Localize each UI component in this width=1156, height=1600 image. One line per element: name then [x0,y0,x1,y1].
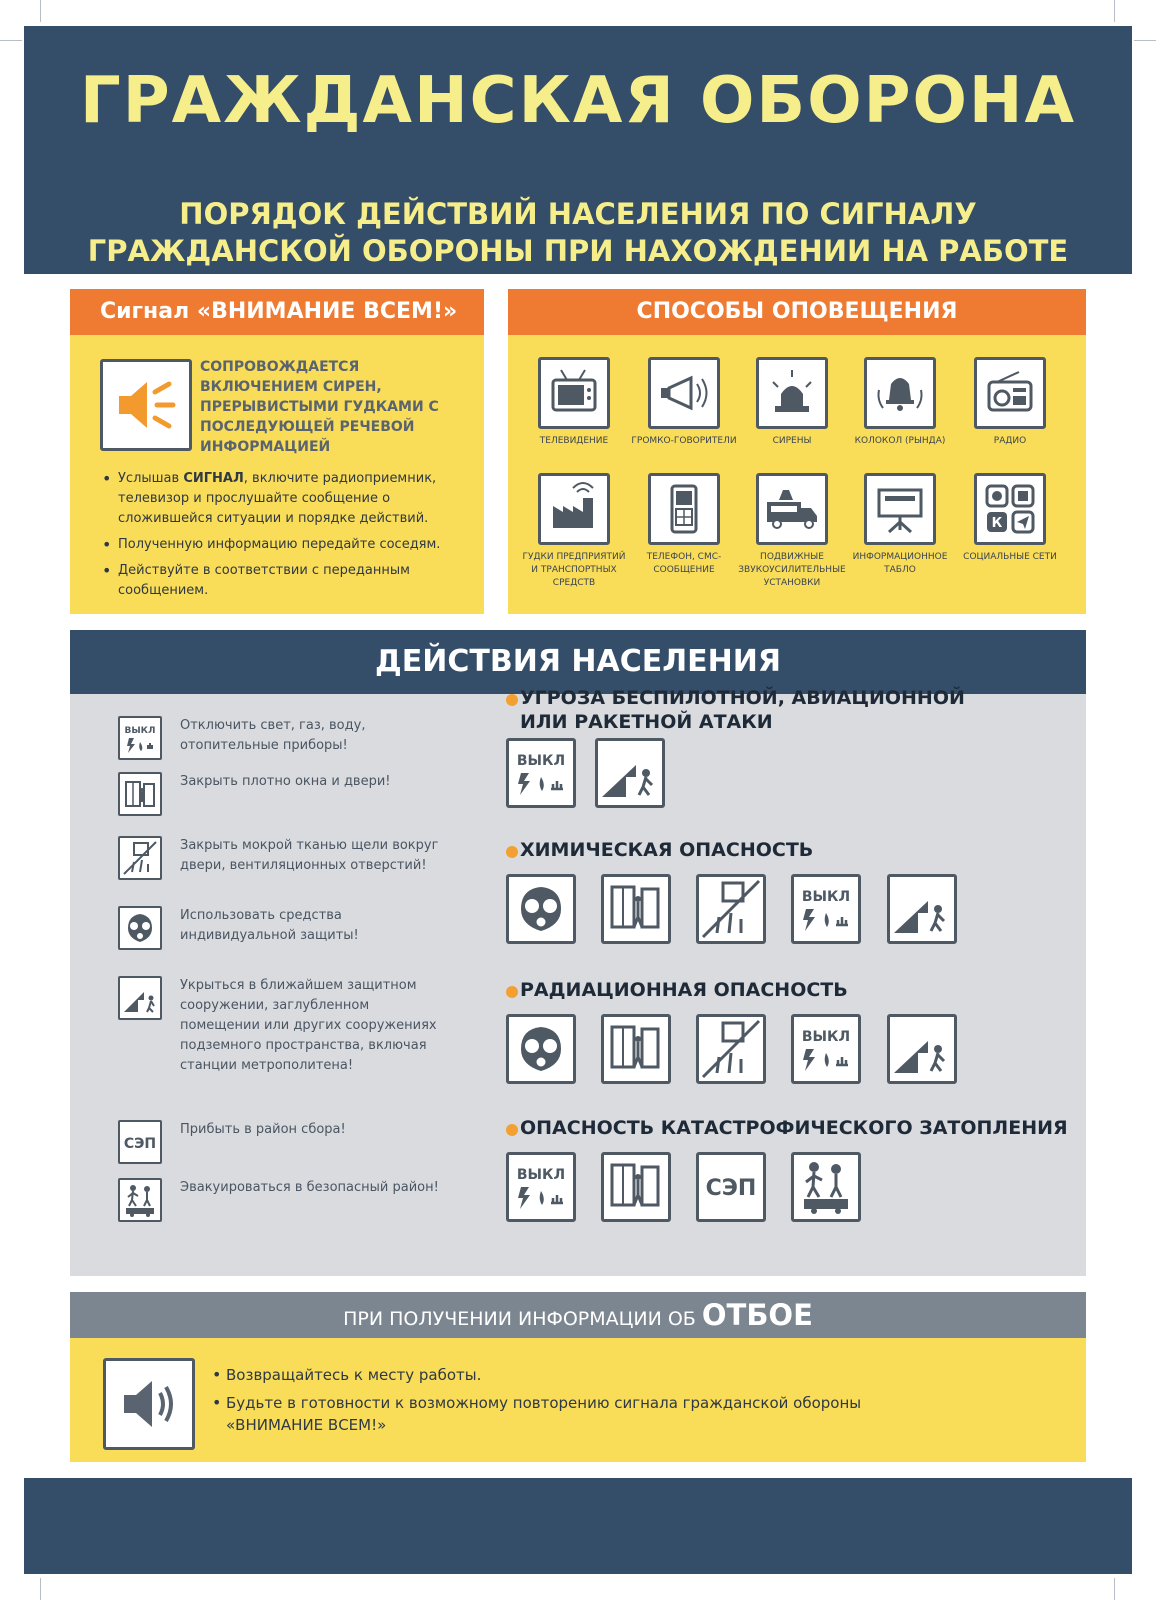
shelter-icon [887,874,957,944]
shutoff-icon [791,874,861,944]
methods-heading: СПОСОБЫ ОПОВЕЩЕНИЯ [508,289,1086,335]
page-title: ГРАЖДАНСКАЯ ОБОРОНА [79,64,1077,138]
method-item [628,357,740,448]
method-label: ТЕЛЕФОН, СМС-СООБЩЕНИЕ [646,552,722,575]
close-windows-icon [601,1152,671,1222]
tv-icon [538,357,610,429]
svg-text:К: К [991,516,1003,531]
actions-heading: ДЕЙСТВИЯ НАСЕЛЕНИЯ [70,630,1086,694]
all-clear-bullet-2: • Будьте в готовности к возможному повторению сигнала гражданской обороны «ВНИМАНИЕ ВСЕМ!» [210,1392,930,1436]
gas-mask-icon [506,1014,576,1084]
bullet-dot [506,1124,518,1136]
legend-text: Закрыть плотно окна и двери! [180,774,391,789]
crop-mark [40,1578,41,1600]
threat-title-line: РАДИАЦИОННАЯ ОПАСНОСТЬ [520,979,848,1001]
method-item [954,357,1066,448]
close-windows-icon [601,1014,671,1084]
crop-mark [40,0,41,22]
crop-mark [1134,40,1156,41]
bullet-text: Услышав [118,471,184,486]
crop-mark [1114,1578,1115,1600]
page-subtitle [24,196,1132,270]
all-clear-bullet-1: • Возвращайтесь к месту работы. [210,1364,930,1386]
method-item [844,473,956,577]
signal-heading: Сигнал «ВНИМАНИЕ ВСЕМ!» [70,289,484,335]
vykl-text: ВЫКЛ [516,753,566,769]
header-banner [24,26,1132,274]
all-clear-heading [70,1292,1086,1338]
signal-bullet-1 [100,469,470,529]
social-icon [974,473,1046,545]
bullet-dot [506,694,518,706]
bullet-text: , включите радиоприемник, телевизор и прослушайте сообщение о сложившейся ситуации и порядке действий. [118,471,437,526]
wet-cloth-icon [696,1014,766,1084]
loudspeaker-icon [648,357,720,429]
footer-bar [24,1478,1132,1574]
threat-flooding [506,1116,1076,1201]
wet-cloth-icon [696,874,766,944]
method-label: ИНФОРМАЦИОННОЕ ТАБЛО [852,552,948,575]
legend-text: Использовать средства индивидуальной защиты! [180,908,359,943]
threat-title [506,686,1076,734]
speaker-icon [103,1358,195,1450]
bullet-dot [506,846,518,858]
sep-text: СЭП [705,1176,757,1201]
method-label: РАДИО [993,436,1027,446]
legend-text: Отключить свет, газ, воду, отопительные приборы! [180,718,366,753]
sep-text: СЭП [123,1136,157,1152]
threat-radiation [506,978,1076,1045]
shelter-icon [118,976,162,1020]
method-label: ГРОМКО-ГОВОРИТЕЛИ [631,436,737,446]
factory-icon [538,473,610,545]
actions-panel [70,630,1086,1276]
shutoff-icon [506,738,576,808]
bullet-bold-text: СИГНАЛ [183,471,244,486]
legend-text: Прибыть в район сбора! [180,1122,346,1137]
threat-title [506,978,1076,1002]
truck-icon [756,473,828,545]
vykl-text: ВЫКЛ [124,726,156,736]
subtitle-line-1: ПОРЯДОК ДЕЙСТВИЙ НАСЕЛЕНИЯ ПО СИГНАЛУ [179,197,977,231]
bullet-dot [506,986,518,998]
shutoff-icon [506,1152,576,1222]
evacuation-icon [791,1152,861,1222]
vykl-text: ВЫКЛ [516,1167,566,1183]
method-label: ПОДВИЖНЫЕ ЗВУКОУСИЛИТЕЛЬНЫЕ УСТАНОВКИ [738,552,846,588]
method-label: ГУДКИ ПРЕДПРИЯТИЙ И ТРАНСПОРТНЫХ СРЕДСТВ [522,552,626,588]
method-item [736,473,848,590]
shutoff-icon [791,1014,861,1084]
close-windows-icon [118,772,162,816]
signal-bullet-3: • Действуйте в соответствии с переданным сообщением. [100,561,470,601]
threat-air-attack [506,686,1076,769]
evacuation-icon [118,1178,162,1222]
shelter-icon [595,738,665,808]
threat-title-line: УГРОЗА БЕСПИЛОТНОЙ, АВИАЦИОННОЙ [520,687,965,709]
all-clear-bullets [210,1364,930,1442]
loudspeaker-signal-icon [100,359,192,451]
bell-icon [864,357,936,429]
method-label: СИРЕНЫ [772,436,812,446]
shelter-icon [887,1014,957,1084]
method-label: КОЛОКОЛ (РЫНДА) [854,436,946,446]
signal-panel [70,289,484,614]
crop-mark [1114,0,1115,22]
signal-bullet-2: • Полученную информацию передайте соседям. [100,535,470,555]
wet-cloth-icon [118,836,162,880]
siren-icon [756,357,828,429]
phone-icon [648,473,720,545]
threat-title-line: ХИМИЧЕСКАЯ ОПАСНОСТЬ [520,839,814,861]
board-icon [864,473,936,545]
method-item [518,473,630,590]
sep-icon [696,1152,766,1222]
method-label: ТЕЛЕВИДЕНИЕ [539,436,609,446]
threat-title [506,838,1076,862]
close-windows-icon [601,874,671,944]
shutoff-icon [118,716,162,760]
gas-mask-icon [118,906,162,950]
notification-methods-panel [508,289,1086,614]
legend-text: Эвакуироваться в безопасный район! [180,1180,439,1195]
subtitle-line-2: ГРАЖДАНСКОЙ ОБОРОНЫ ПРИ НАХОЖДЕНИИ НА РАБОТЕ [87,234,1069,268]
threat-title-line: ОПАСНОСТЬ КАТАСТРОФИЧЕСКОГО ЗАТОПЛЕНИЯ [520,1117,1068,1139]
legend-text: Закрыть мокрой тканью щели вокруг двери, вентиляционных отверстий! [180,838,439,873]
threat-title-line: ИЛИ РАКЕТНОЙ АТАКИ [520,711,773,733]
gas-mask-icon [506,874,576,944]
sep-icon [118,1120,162,1164]
all-clear-heading-bold: ОТБОЕ [701,1298,813,1332]
signal-description: СОПРОВОЖДАЕТСЯ ВКЛЮЧЕНИЕМ СИРЕН, ПРЕРЫВИСТЫМИ ГУДКАМИ С ПОСЛЕДУЮЩЕЙ РЕЧЕВОЙ ИНФОРМАЦИЕЙ [200,359,439,455]
legend-text: Укрыться в ближайшем защитном сооружении, заглубленном помещении или других сооружениях подземного пространства, включая станции метрополитена! [180,978,437,1073]
method-item [736,357,848,448]
all-clear-panel [70,1292,1086,1462]
threat-title [506,1116,1076,1140]
method-label: СОЦИАЛЬНЫЕ СЕТИ [963,552,1057,562]
radio-icon [974,357,1046,429]
vykl-text: ВЫКЛ [801,1029,851,1045]
signal-bullets [100,469,470,607]
all-clear-heading-pre: ПРИ ПОЛУЧЕНИИ ИНФОРМАЦИИ ОБ [343,1308,702,1330]
method-item [628,473,740,577]
method-item [954,473,1066,564]
crop-mark [0,40,22,41]
method-item [844,357,956,448]
vykl-text: ВЫКЛ [801,889,851,905]
threat-chemical [506,838,1076,905]
method-item [518,357,630,448]
